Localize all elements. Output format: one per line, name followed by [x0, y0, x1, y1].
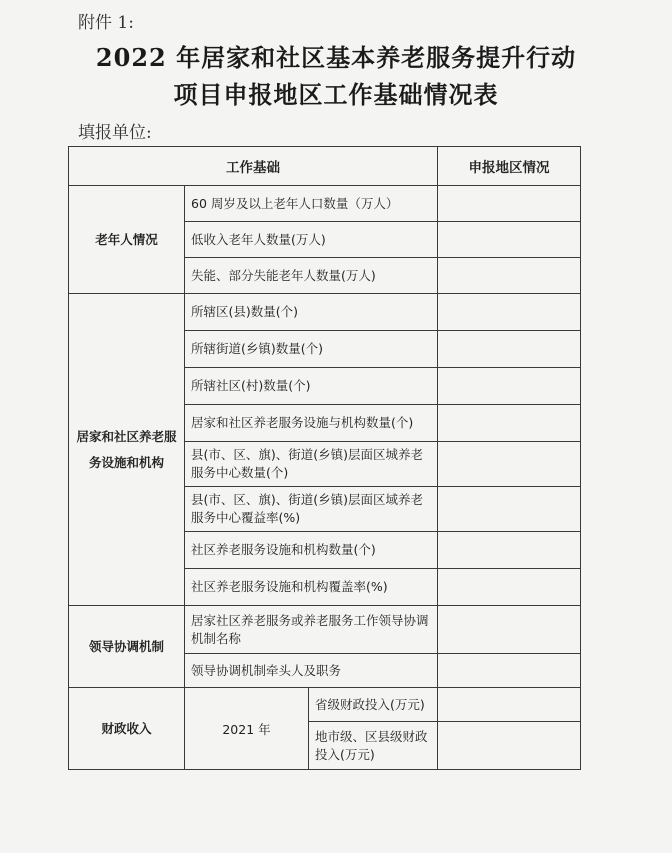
value-cell[interactable] [438, 487, 581, 532]
value-cell[interactable] [438, 294, 581, 331]
table-row [69, 688, 581, 722]
table-row [69, 186, 581, 222]
item-label: 所辖街道(乡镇)数量(个) [185, 331, 438, 368]
item-label: 所辖区(县)数量(个) [185, 294, 438, 331]
item-label: 县(市、区、旗)、街道(乡镇)层面区城养老服务中心数量(个) [185, 442, 438, 487]
finance-year: 2021 年 [185, 688, 309, 770]
value-cell[interactable] [438, 258, 581, 294]
value-cell[interactable] [438, 368, 581, 405]
value-cell[interactable] [438, 405, 581, 442]
value-cell[interactable] [438, 688, 581, 722]
item-label: 地市级、区县级财政投入(万元) [309, 722, 438, 770]
item-label: 失能、部分失能老年人数量(万人) [185, 258, 438, 294]
table-row [69, 294, 581, 331]
value-cell[interactable] [438, 186, 581, 222]
document-title-line-1: 2022 年居家和社区基本养老服务提升行动 [95, 43, 577, 72]
filling-unit-label: 填报单位: [78, 123, 152, 143]
value-cell[interactable] [438, 222, 581, 258]
item-label: 社区养老服务设施和机构数量(个) [185, 532, 438, 569]
item-label: 居家社区养老服务或养老服务工作领导协调机制名称 [185, 606, 438, 654]
header-region-situation: 申报地区情况 [438, 147, 581, 186]
header-work-basis: 工作基础 [69, 147, 438, 186]
table-header-row [69, 147, 581, 186]
category-elderly: 老年人情况 [69, 186, 185, 294]
item-label: 居家和社区养老服务设施与机构数量(个) [185, 405, 438, 442]
item-label: 县(市、区、旗)、街道(乡镇)层面区域养老服务中心覆益率(%) [185, 487, 438, 532]
value-cell[interactable] [438, 606, 581, 654]
value-cell[interactable] [438, 442, 581, 487]
item-label: 所辖社区(村)数量(个) [185, 368, 438, 405]
document-title-line-2: 项目申报地区工作基础情况表 [173, 80, 499, 109]
item-label: 60 周岁及以上老年人口数量（万人） [185, 186, 438, 222]
category-finance: 财政收入 [69, 688, 185, 770]
value-cell[interactable] [438, 569, 581, 606]
value-cell[interactable] [438, 654, 581, 688]
value-cell[interactable] [438, 722, 581, 770]
table-row [69, 606, 581, 654]
item-label: 社区养老服务设施和机构覆盖率(%) [185, 569, 438, 606]
item-label: 省级财政投入(万元) [309, 688, 438, 722]
attachment-label: 附件 1: [78, 13, 134, 33]
item-label: 领导协调机制牵头人及职务 [185, 654, 438, 688]
value-cell[interactable] [438, 331, 581, 368]
work-basis-table [68, 146, 581, 770]
category-coordination: 领导协调机制 [69, 606, 185, 688]
value-cell[interactable] [438, 532, 581, 569]
category-facilities: 居家和社区养老服务设施和机构 [69, 294, 185, 606]
item-label: 低收入老年人数量(万人) [185, 222, 438, 258]
